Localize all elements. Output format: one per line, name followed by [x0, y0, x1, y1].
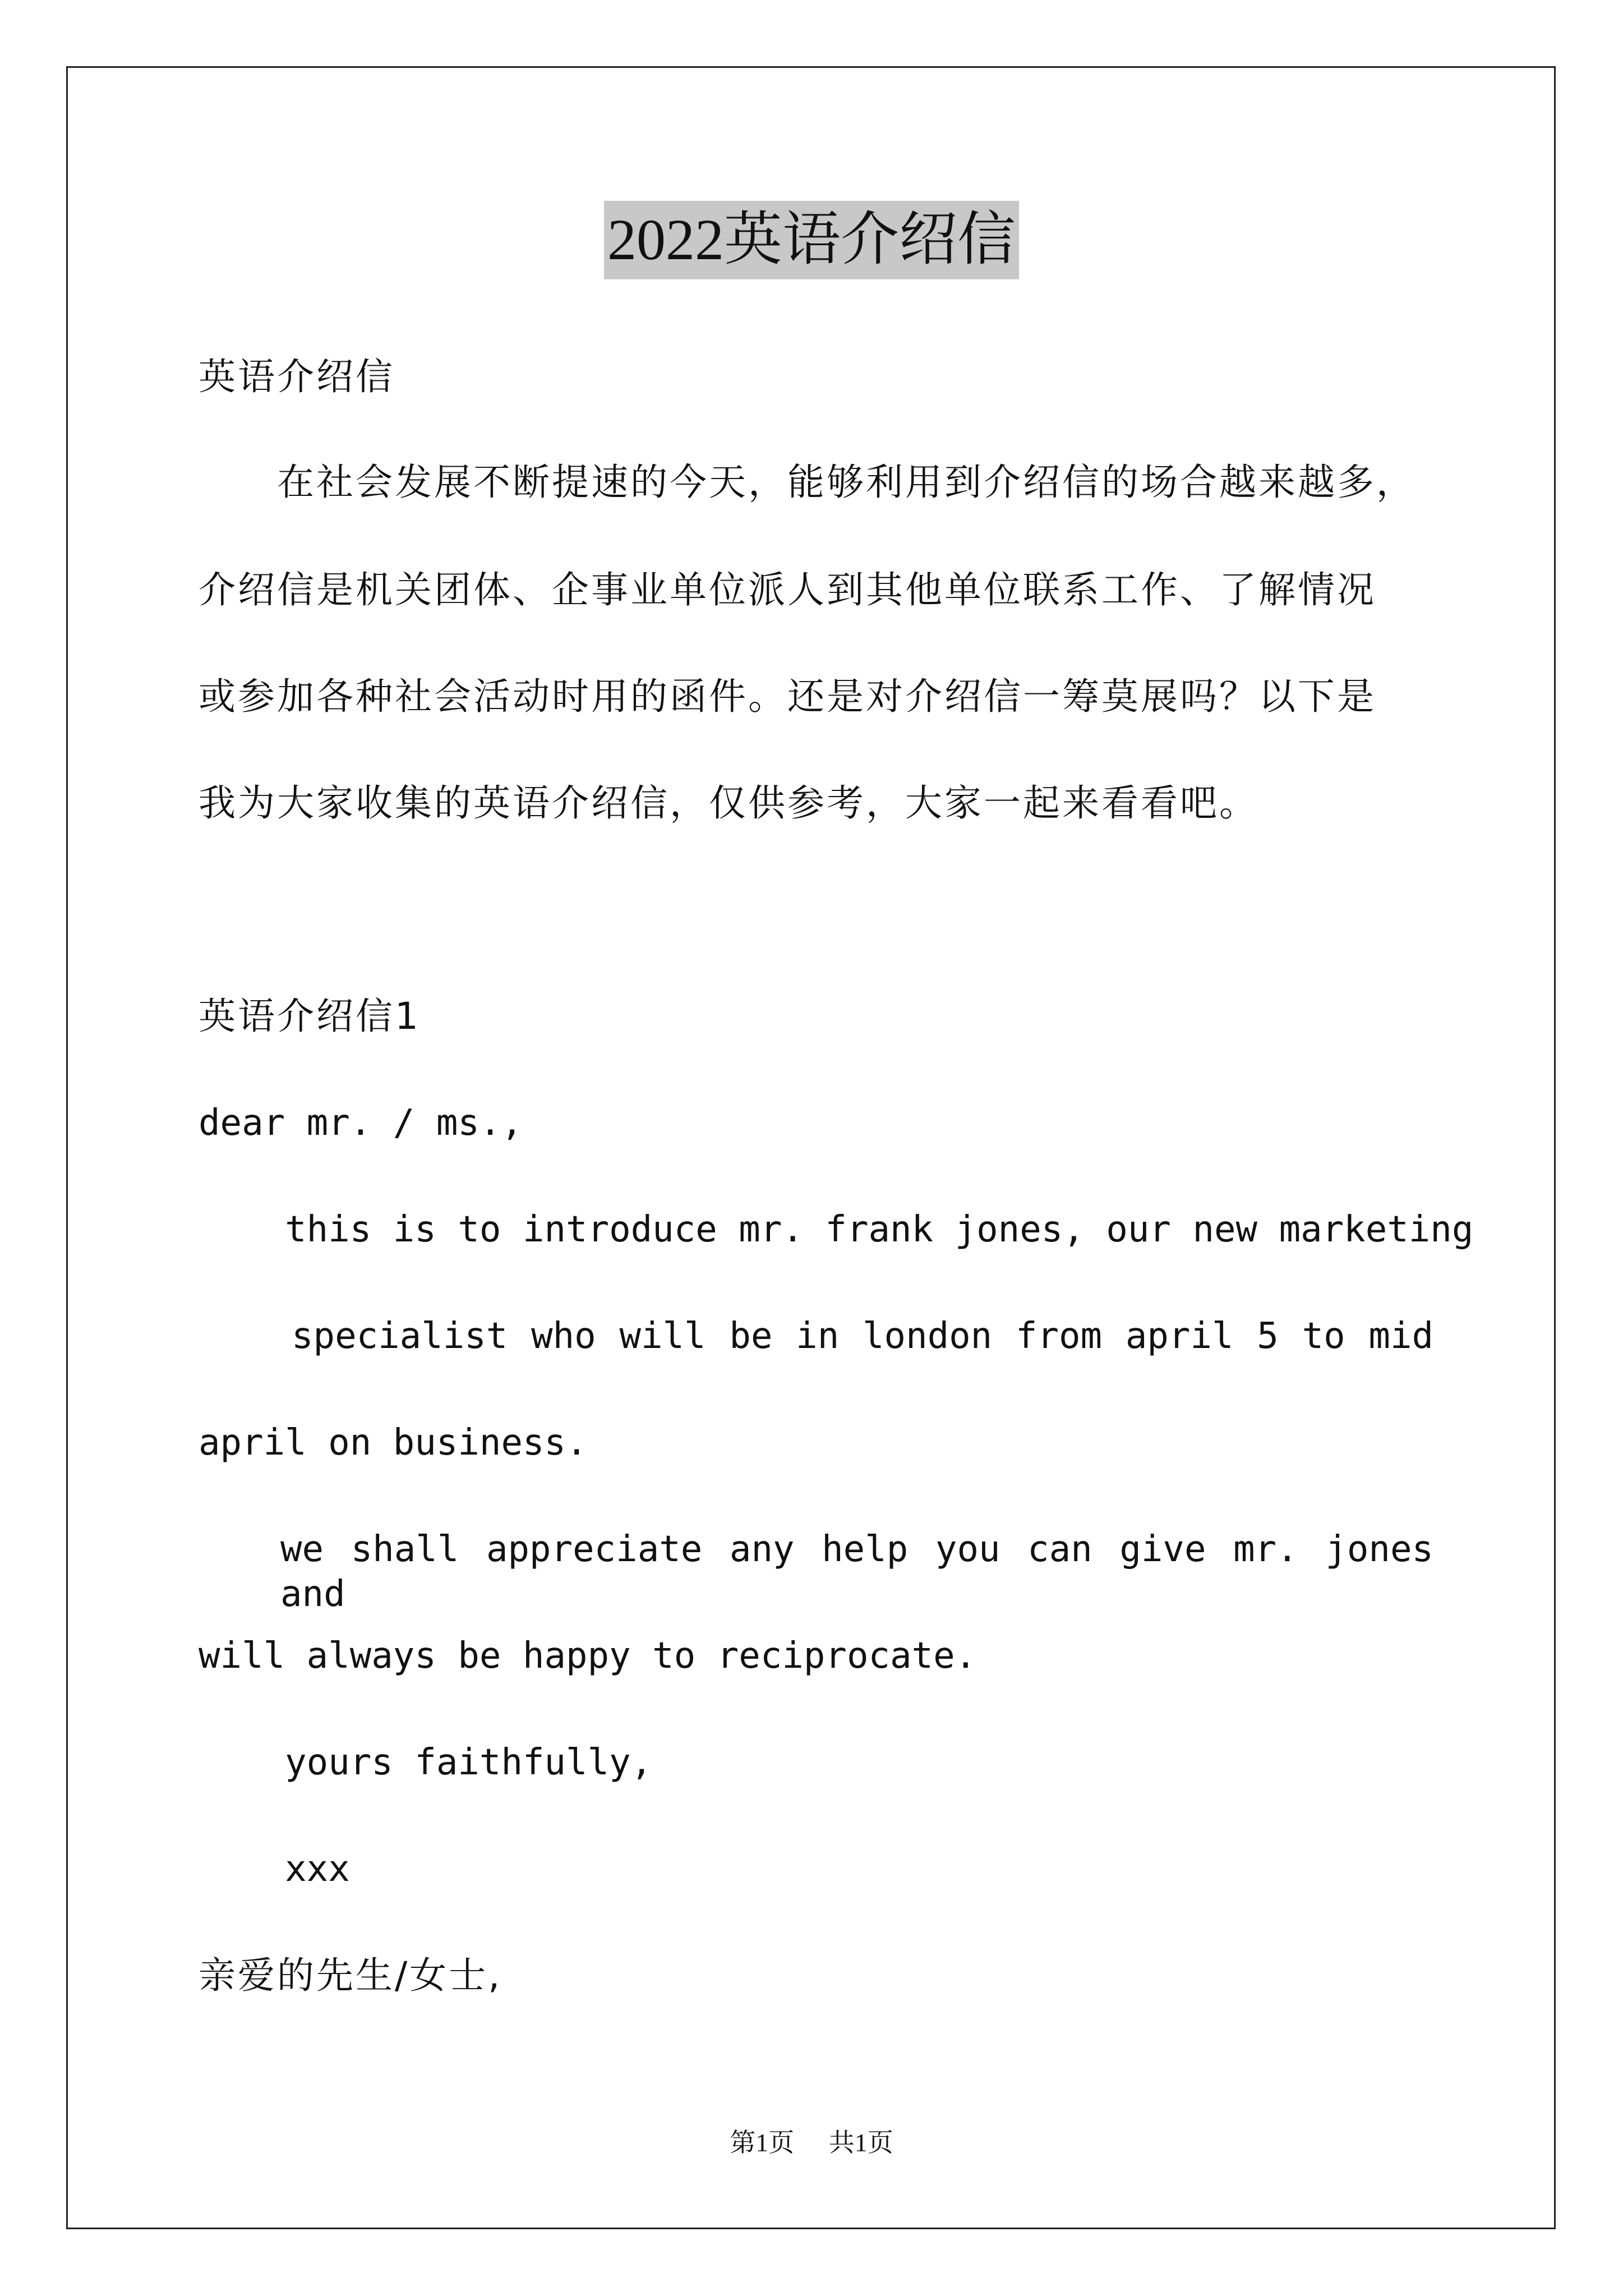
- page-number: 第1页: [730, 2128, 795, 2157]
- letter-body-1-line-3: april on business.: [199, 1422, 588, 1464]
- letter-body-2-line-2: will always be happy to reciprocate.: [199, 1635, 977, 1677]
- letter-body-2-line-1: we shall appreciate any help you can give mr. jones and: [280, 1529, 1433, 1615]
- letter-salutation: dear mr. / ms.,: [199, 1102, 523, 1144]
- letter-body-1-line-2: specialist who will be in london from april 5 to mid: [292, 1315, 1433, 1357]
- intro-line-2: 介绍信是机关团体、企事业单位派人到其他单位联系工作、了解情况: [199, 568, 1376, 611]
- letter-signature: xxx: [199, 1848, 350, 1890]
- letter-body-1-line-1: this is to introduce mr. frank jones, our new marketing: [199, 1209, 1474, 1250]
- intro-line-4: 我为大家收集的英语介绍信，仅供参考，大家一起来看看吧。: [199, 781, 1258, 825]
- subtitle: 英语介绍信: [199, 355, 395, 398]
- document-title: 2022英语介绍信: [604, 201, 1019, 279]
- intro-line-3: 或参加各种社会活动时用的函件。还是对介绍信一筹莫展吗？以下是: [199, 675, 1376, 718]
- page-total: 共1页: [828, 2128, 893, 2157]
- title-container: [0, 201, 1623, 279]
- intro-line-1: 在社会发展不断提速的今天，能够利用到介绍信的场合越来越多，: [199, 461, 1415, 504]
- letter-closing: yours faithfully,: [199, 1742, 653, 1783]
- page-footer: [0, 2126, 1623, 2160]
- section-heading: 英语介绍信1: [199, 995, 421, 1038]
- chinese-salutation: 亲爱的先生/女士,: [199, 1954, 502, 1997]
